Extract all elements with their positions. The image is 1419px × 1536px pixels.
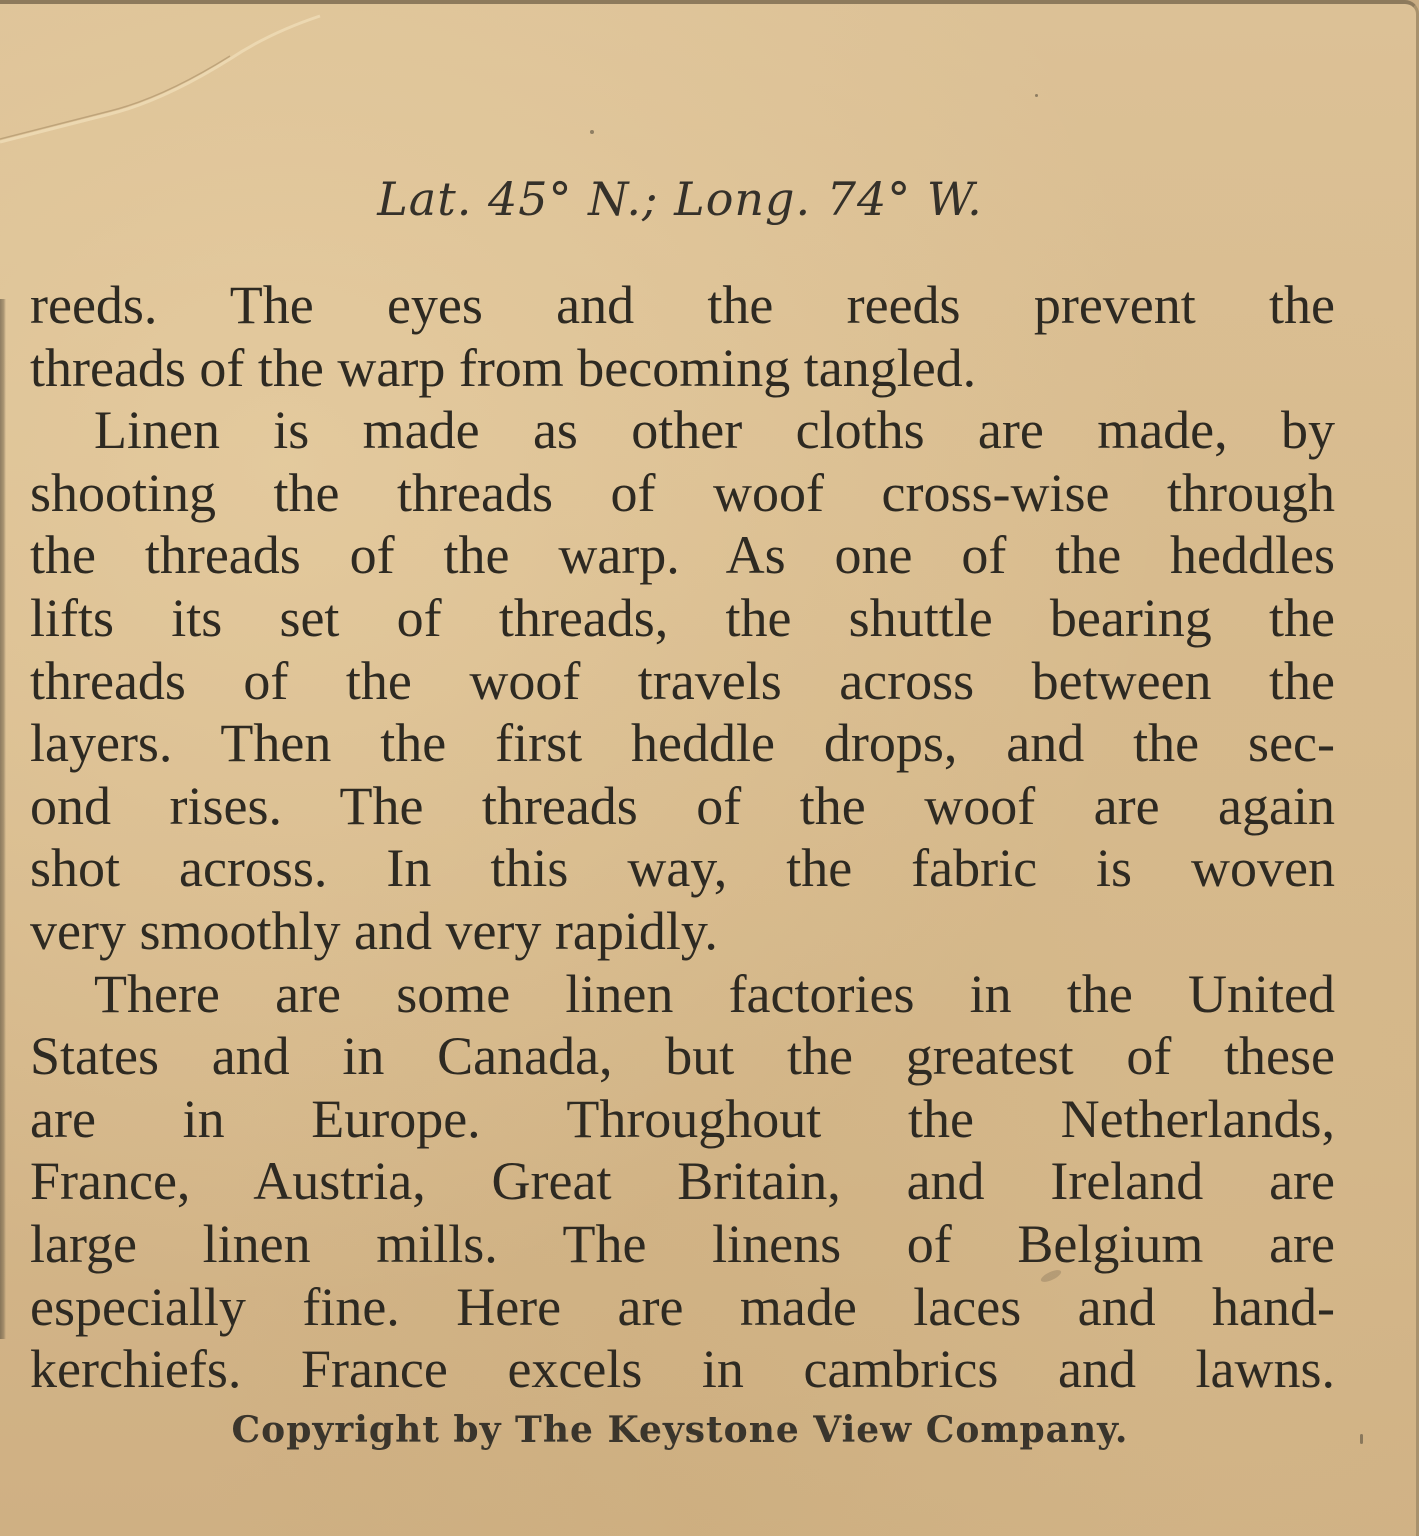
text-line: threads of the warp from becoming tangled. bbox=[30, 337, 977, 398]
text-line: shooting the threads of woof cross-wise through bbox=[30, 462, 1335, 523]
paper-speck bbox=[1035, 94, 1038, 97]
text-line: large linen mills. The linens of Belgium are bbox=[30, 1213, 1335, 1274]
text-line: Linen is made as other cloths are made, by bbox=[94, 400, 1335, 461]
text-line: especially fine. Here are made laces and hand- bbox=[30, 1276, 1335, 1337]
text-line: threads of the woof travels across between the bbox=[30, 650, 1335, 711]
coordinates-heading: Lat. 45° N.; Long. 74° W. bbox=[377, 172, 983, 226]
text-line: are in Europe. Throughout the Netherlands, bbox=[30, 1088, 1335, 1149]
text-line: shot across. In this way, the fabric is woven bbox=[30, 838, 1335, 899]
text-line: layers. Then the first heddle drops, and the sec- bbox=[30, 713, 1335, 774]
body-text bbox=[30, 274, 1335, 1401]
paragraph-1 bbox=[30, 274, 1335, 399]
text-line: the threads of the warp. As one of the heddles bbox=[30, 525, 1335, 586]
paper-crease bbox=[0, 14, 330, 144]
card-left-edge bbox=[0, 299, 6, 1339]
copyright-line: Copyright by The Keystone View Company. bbox=[231, 1409, 1129, 1451]
text-line: kerchiefs. France excels in cambrics and lawns. bbox=[30, 1339, 1335, 1400]
paper-speck bbox=[590, 130, 594, 134]
paper-speck bbox=[1360, 1434, 1363, 1444]
text-line: reeds. The eyes and the reeds prevent the bbox=[30, 275, 1335, 335]
text-line: States and in Canada, but the greatest of these bbox=[30, 1026, 1335, 1087]
text-line: lifts its set of threads, the shuttle bearing the bbox=[30, 587, 1335, 648]
paragraph-3 bbox=[30, 963, 1335, 1401]
text-line: There are some linen factories in the United bbox=[94, 963, 1335, 1024]
text-line: ond rises. The threads of the woof are again bbox=[30, 775, 1335, 836]
text-line: France, Austria, Great Britain, and Ireland are bbox=[30, 1151, 1335, 1212]
text-line: very smoothly and very rapidly. bbox=[30, 900, 718, 961]
paragraph-2 bbox=[30, 399, 1335, 962]
